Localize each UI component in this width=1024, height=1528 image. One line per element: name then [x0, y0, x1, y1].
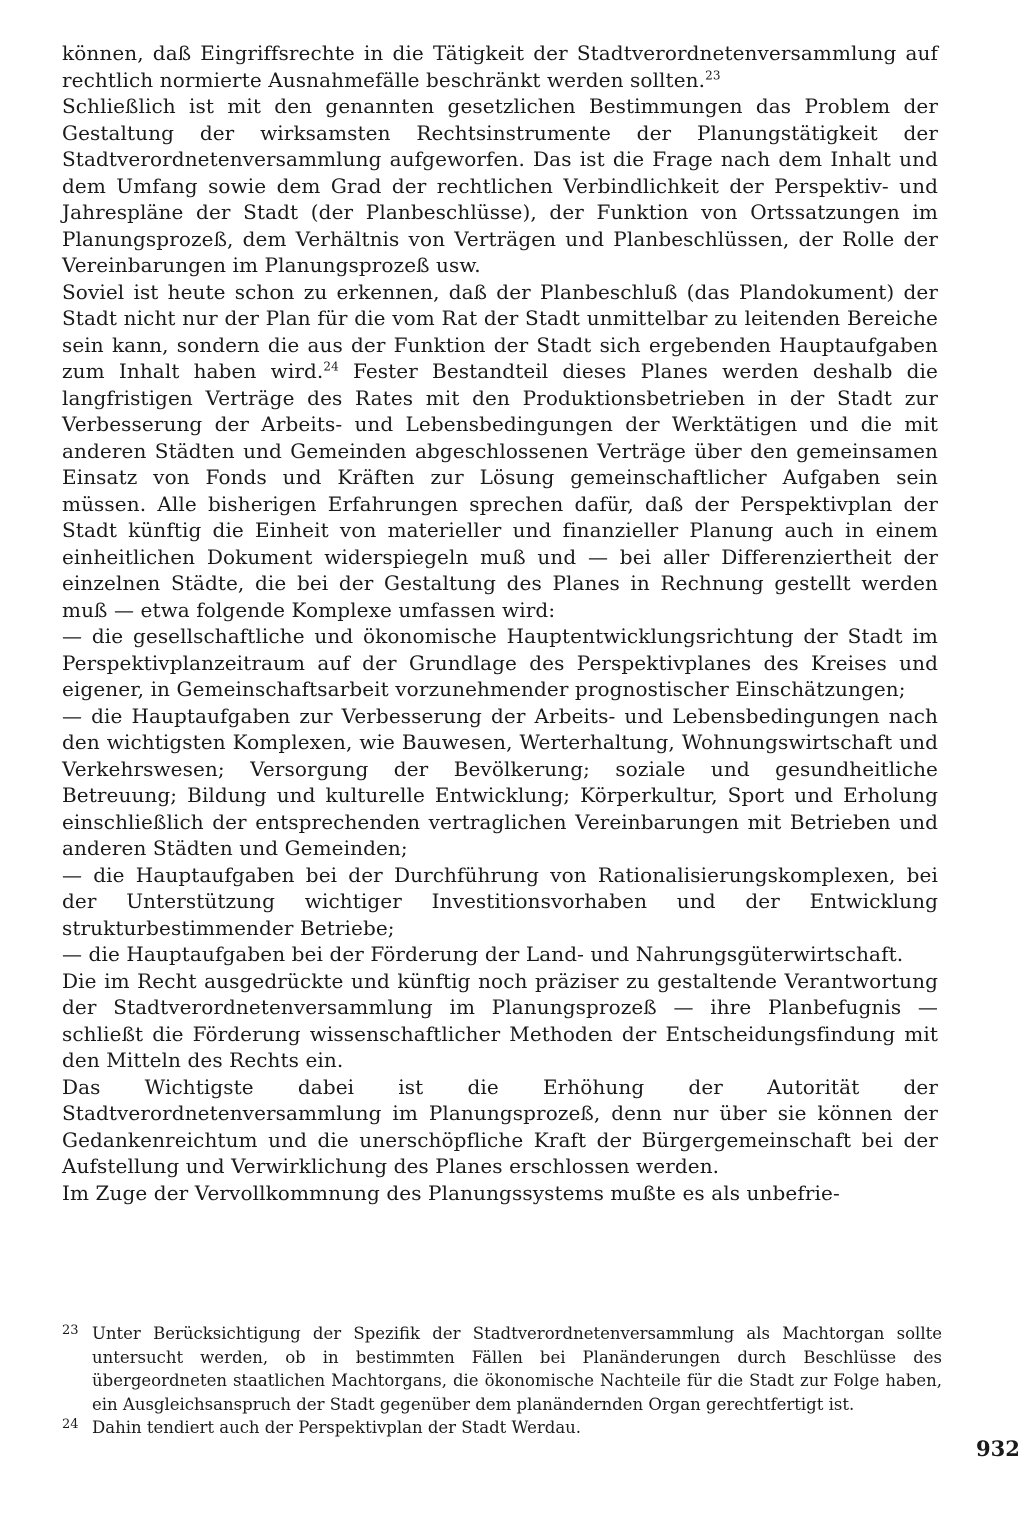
paragraph-1 [62, 40, 938, 93]
paragraph-3-text-continued: Fester Bestandteil dieses Planes werden deshalb die langfristigen Verträge des Rates mit den Produktionsbetrieben in der Stadt zur Verbesserung der Arbeits- und Lebensbedingungen der Werktätigen und die mit anderen Städten und Gemeinden abgeschlossenen Verträge über den gemeinsamen Einsatz von Fonds und Kräften zur Lösung gemeinschaftlicher Aufgaben sein müssen. Alle bisherigen Erfahrungen sprechen dafür, daß der Perspektivplan der Stadt künftig die Einheit von materieller und finanzieller Planung auch in einem einheitlichen Dokument widerspiegeln muß und — bei aller Differenziertheit der einzelnen Städte, die bei der Gestaltung des Planes in Rechnung gestellt werden muß — etwa folgende Komplexe umfassen wird: [62, 359, 938, 622]
list-item: — die gesellschaftliche und ökonomische Hauptentwicklungsrichtung der Stadt im Perspektivplanzeitraum auf der Grundlage des Perspektivplanes des Kreises und eigener, in Gemeinschaftsarbeit vorzunehmender prognostischer Einschätzungen; [62, 624, 938, 701]
page-body [62, 40, 938, 1206]
paragraph-4: Die im Recht ausgedrückte und künftig noch präziser zu gestaltende Verantwortung der Stadtverordnetenversammlung im Planungsprozeß — ihre Planbefugnis — schließt die Förderung wissenschaftlicher Methoden der Entscheidungsfindung mit den Mitteln des Rechts ein. [62, 968, 938, 1072]
footnote-text: Unter Berücksichtigung der Spezifik der Stadtverordnetenversammlung als Machtorgan sollte untersucht werden, ob in bestimmten Fällen bei Planänderungen durch Beschlüsse des übergeordneten staatlichen Machtorgans, die ökonomische Nachteile für die Stadt zur Folge haben, ein Ausgleichsanspruch der Stadt gegenüber dem planändernden Organ gerechtfertigt ist. [92, 1324, 942, 1414]
footnote-text: Dahin tendiert auch der Perspektivplan der Stadt Werdau. [92, 1418, 582, 1437]
footnote-number: 23 [62, 1323, 79, 1338]
paragraph-3-text: Soviel ist heute schon zu erkennen, daß der Planbeschluß (das Plandokument) der Stadt nicht nur der Plan für die vom Rat der Stadt unmittelbar zu leitenden Bereiche sein kann, sondern die aus der Funktion der Stadt sich ergebenden Hauptaufgaben zum Inhalt haben wird. [62, 279, 938, 383]
page-number: 932 [976, 1436, 1020, 1461]
list-item: — die Hauptaufgaben bei der Förderung der Land- und Nahrungsgüterwirtschaft. [62, 942, 904, 966]
footnote-number: 24 [62, 1417, 79, 1432]
list-item: — die Hauptaufgaben bei der Durchführung von Rationalisierungskomplexen, bei der Unterstützung wichtiger Investitionsvorhaben und der Entwicklung strukturbestimmender Betriebe; [62, 862, 938, 940]
paragraph-6: Im Zuge der Vervollkommnung des Planungssystems mußte es als unbefrie- [62, 1180, 840, 1205]
footnote-23 [62, 1322, 942, 1416]
main-text [62, 40, 938, 1206]
paragraph-1-text: können, daß Eingriffsrechte in die Tätigkeit der Stadtverordnetenversammlung auf rechtlich normierte Ausnahmefälle beschränkt werden sollten. [62, 41, 938, 92]
list-item: — die Hauptaufgaben zur Verbesserung der Arbeits- und Lebensbedingungen nach den wichtigsten Komplexen, wie Bauwesen, Werterhaltung, Wohnungswirtschaft und Verkehrswesen; Versorgung der Bevölkerung; soziale und gesundheitliche Betreuung; Bildung und kulturelle Entwicklung; Körperkultur, Sport und Erholung einschließlich der entsprechenden vertraglichen Vereinbarungen mit Betrieben und anderen Städten und Gemeinden; [62, 703, 938, 860]
paragraph-2: Schließlich ist mit den genannten gesetzlichen Bestimmungen das Problem der Gestaltung der wirksamsten Rechtsinstrumente der Planungstätigkeit der Stadtverordnetenversammlung aufgeworfen. Das ist die Frage nach dem Inhalt und dem Umfang sowie dem Grad der rechtlichen Verbindlichkeit der Perspektiv- und Jahrespläne der Stadt (der Planbeschlüsse), der Funktion von Ortssatzungen im Planungsprozeß, dem Verhältnis von Verträgen und Planbeschlüssen, der Rolle der Vereinbarungen im Planungsprozeß usw. [62, 94, 938, 277]
paragraph-3 [62, 279, 938, 624]
footnotes [62, 1322, 942, 1440]
footnote-24 [62, 1416, 942, 1440]
footnote-ref-23[interactable]: 23 [705, 67, 721, 82]
paragraph-5: Das Wichtigste dabei ist die Erhöhung der Autorität der Stadtverordnetenversammlung im Planungsprozeß, denn nur über sie können der Gedankenreichtum und die unerschöpfliche Kraft der Bürgergemeinschaft bei der Aufstellung und Verwirklichung des Planes erschlossen werden. [62, 1074, 938, 1178]
footnote-ref-24[interactable]: 24 [323, 359, 339, 374]
